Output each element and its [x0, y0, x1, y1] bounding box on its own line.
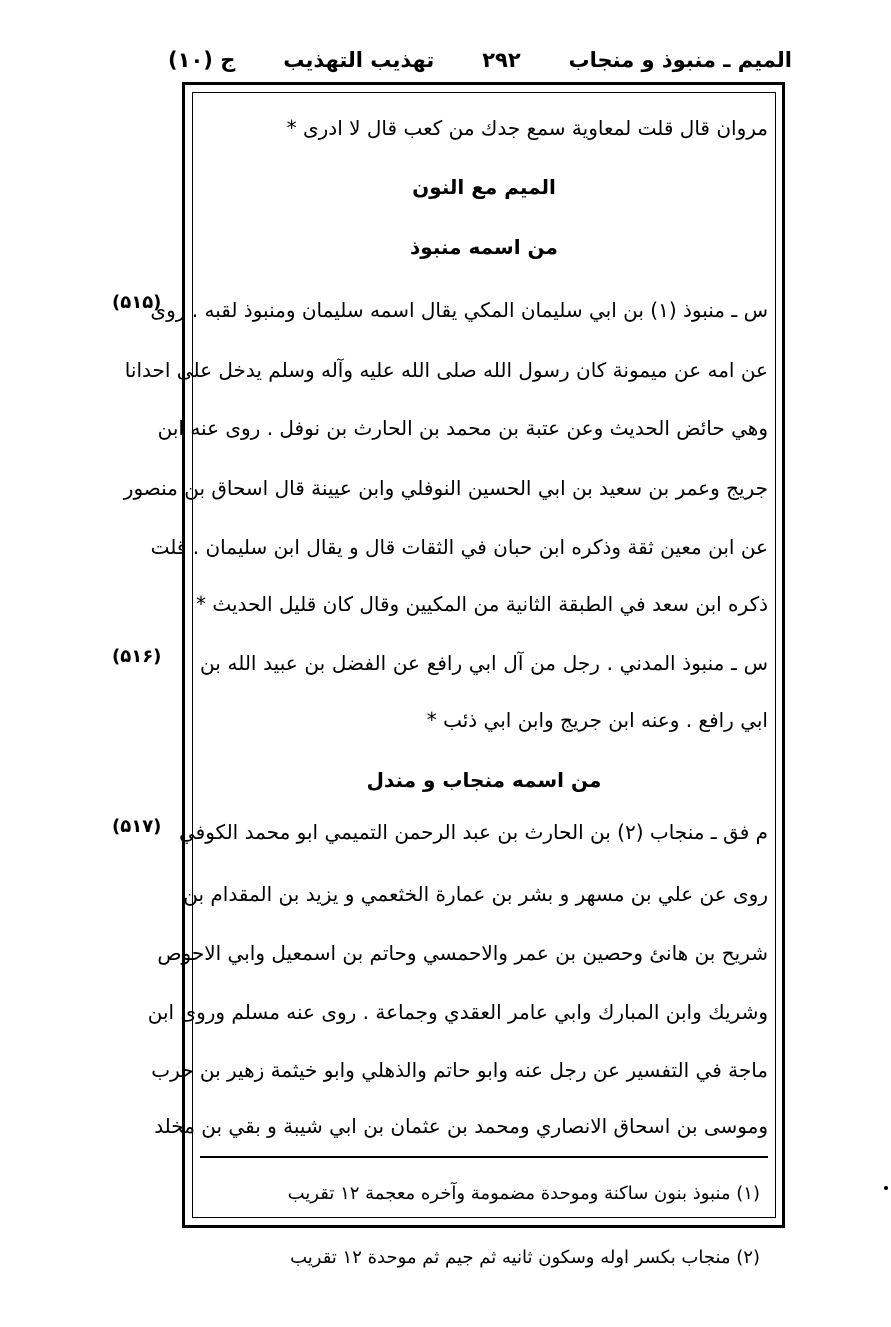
book-title: تهذيب التهذيب	[283, 48, 435, 72]
text-line: ماجة في التفسير عن رجل عنه وابو حاتم والذهلي وابو خيثمة زهير بن حرب	[151, 1058, 768, 1082]
section-heading: من اسمه منبوذ	[410, 235, 558, 259]
text-line: ذكره ابن سعد في الطبقة الثانية من المكيين وقال كان قليل الحديث *	[195, 592, 768, 616]
page-number: ۲۹۲	[482, 48, 521, 72]
footnote: (۲) منجاب بكسر اوله وسكون ثانيه ثم جيم ثم موحدة ۱۲ تقريب	[290, 1247, 760, 1268]
margin-entry-number: (۵۱۷)	[112, 816, 162, 837]
section-title: الميم ـ منبوذ و منجاب	[568, 48, 792, 72]
text-line: شريح بن هانئ وحصين بن عمر والاحمسي وحاتم بن اسمعيل وابي الاحوص	[157, 941, 768, 965]
section-heading: من اسمه منجاب و مندل	[366, 768, 602, 792]
text-line: جريج وعمر بن سعيد بن ابي الحسين النوفلي وابن عيينة قال اسحاق بن منصور	[123, 476, 768, 500]
margin-entry-number: (۵۱۶)	[112, 646, 162, 667]
text-line: روى عن علي بن مسهر و بشر بن عمارة الخثعمي و يزيد بن المقدام بن	[183, 882, 768, 906]
text-line: وهي حائض الحديث وعن عتبة بن محمد بن الحارث بن نوفل . روى عنه ابن	[157, 416, 768, 440]
text-line: ابي رافع . وعنه ابن جريج وابن ابي ذئب *	[426, 708, 768, 732]
text-line: عن امه عن ميمونة كان رسول الله صلى الله عليه وآله وسلم يدخل على احدانا	[124, 358, 768, 382]
chapter-heading: الميم مع النون	[412, 175, 556, 199]
text-line: مروان قال قلت لمعاوية سمع جدك من كعب قال لا ادرى *	[286, 116, 768, 140]
entry-heading-line: م فق ـ منجاب (۲) بن الحارث بن عبد الرحمن التميمي ابو محمد الكوفي	[178, 820, 768, 844]
entry-heading-line: س ـ منبوذ (۱) بن ابي سليمان المكي يقال اسمه سليمان ومنبوذ لقبه . روى	[150, 298, 768, 322]
volume-label: ج (۱۰)	[168, 48, 236, 72]
text-line: وموسى بن اسحاق الانصاري ومحمد بن عثمان بن ابي شيبة و بقي بن مخلد	[154, 1114, 768, 1138]
margin-entry-number: (۵۱۵)	[112, 292, 162, 313]
text-line: عن ابن معين ثقة وذكره ابن حبان في الثقات قال و يقال ابن سليمان . قلت	[150, 535, 768, 559]
footnote: (۱) منبوذ بنون ساكنة وموحدة مضمومة وآخره معجمة ۱۲ تقريب	[287, 1183, 760, 1204]
running-header	[168, 40, 792, 80]
footnote-rule	[200, 1156, 768, 1158]
entry-heading-line: س ـ منبوذ المدني . رجل من آل ابي رافع عن الفضل بن عبيد الله بن	[200, 651, 768, 675]
text-line: وشريك وابن المبارك وابي عامر العقدي وجماعة . روى عنه مسلم وروى ابن	[147, 1000, 768, 1024]
margin-dot	[884, 1186, 888, 1190]
